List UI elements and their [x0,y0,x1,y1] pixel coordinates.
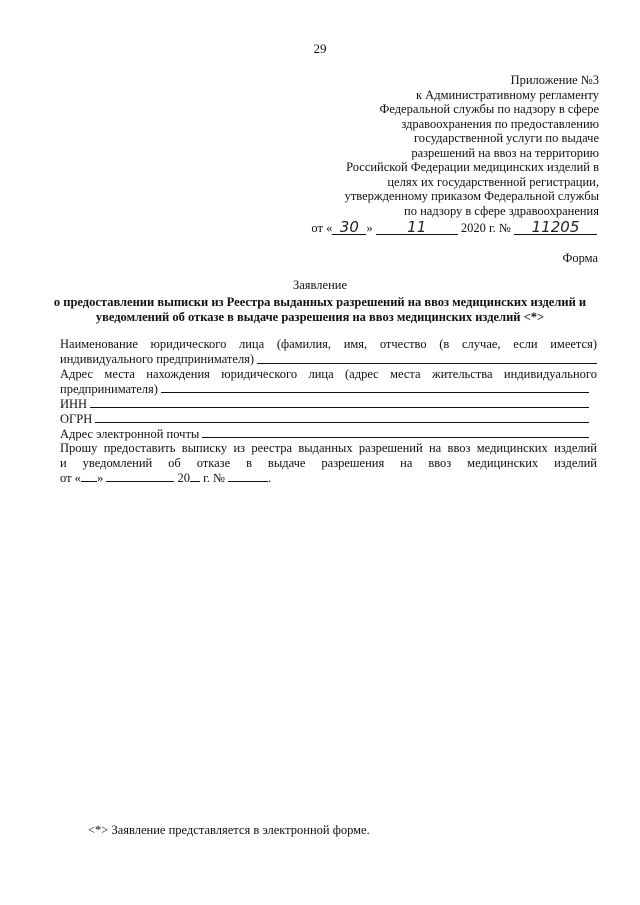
request-line2: и уведомлений об отказе в выдаче разрешения на ввоз медицинских изделий [60,455,597,470]
address-field-row [60,381,597,396]
name-input-line[interactable] [257,352,597,364]
appendix-line: государственной услуги по выдаче [413,131,599,145]
request-number-blank[interactable] [228,470,268,482]
address-input-line[interactable] [161,381,589,393]
request-end: . [268,471,272,485]
handwritten-month: 11 [376,220,458,235]
document-subtitle: о предоставлении выписки из Реестра выданных разрешений на ввоз медицинских изделий и уведомлений об отказе в выдаче разрешения на ввоз медицинских изделий <*> [53,295,587,324]
request-year-prefix: 20 [177,471,190,485]
address-label-line2: предпринимателя) [60,381,158,396]
request-date-row [60,470,597,486]
request-month-blank[interactable] [106,470,174,482]
handwritten-order-number: 11205 [514,220,597,235]
form-body [60,337,597,486]
appendix-line: здравоохранения по предоставлению [401,116,599,131]
appendix-line: целях их государственной регистрации, [387,174,599,189]
request-date-prefix: от « [60,471,81,485]
appendix-line: Российской Федерации медицинских изделий в [346,160,599,174]
request-year-blank[interactable] [190,470,200,482]
email-input-line[interactable] [202,426,589,438]
name-label-line1: Наименование юридического лица (фамилия, имя, отчество (в случае, если имеется) [60,337,597,351]
request-year-suffix: г. № [203,471,225,485]
request-day-blank[interactable] [81,470,97,482]
email-label: Адрес электронной почты [60,426,200,441]
ogrn-input-line[interactable] [95,411,589,423]
name-label-line2: индивидуального предпринимателя) [60,352,255,366]
request-date-quote: » [96,471,104,485]
inn-label: ИНН [60,396,88,411]
date-prefix: от « [311,221,333,235]
appendix-line: утвержденному приказом Федеральной службы [344,189,599,203]
appendix-line: к Административному регламенту [415,87,599,102]
form-label: Форма [562,251,598,265]
inn-input-line[interactable] [90,396,589,408]
appendix-line: Федеральной службы по надзору в сфере [379,102,599,116]
document-title: Заявление [292,278,347,292]
ogrn-label: ОГРН [60,411,93,426]
ogrn-field-row [60,411,597,426]
footnote: <*> Заявление представляется в электронной форме. [88,823,370,837]
handwritten-day: 30 [332,220,366,235]
address-label-line1: Адрес места нахождения юридического лица (адрес места жительства индивидуального [60,366,597,381]
order-dateline [311,220,597,236]
appendix-header [299,73,599,218]
appendix-line: разрешений на ввоз на территорию [411,145,599,160]
year-text: 2020 г. № [460,221,511,235]
page-number: 29 [313,41,327,56]
appendix-line: Приложение №3 [510,73,599,87]
request-line1: Прошу предоставить выписку из реестра выданных разрешений на ввоз медицинских изделий [60,441,597,455]
date-quote: » [366,221,373,235]
name-field-row [60,352,597,367]
appendix-line: по надзору в сфере здравоохранения [404,203,599,218]
inn-field-row [60,396,597,411]
email-field-row [60,426,597,441]
